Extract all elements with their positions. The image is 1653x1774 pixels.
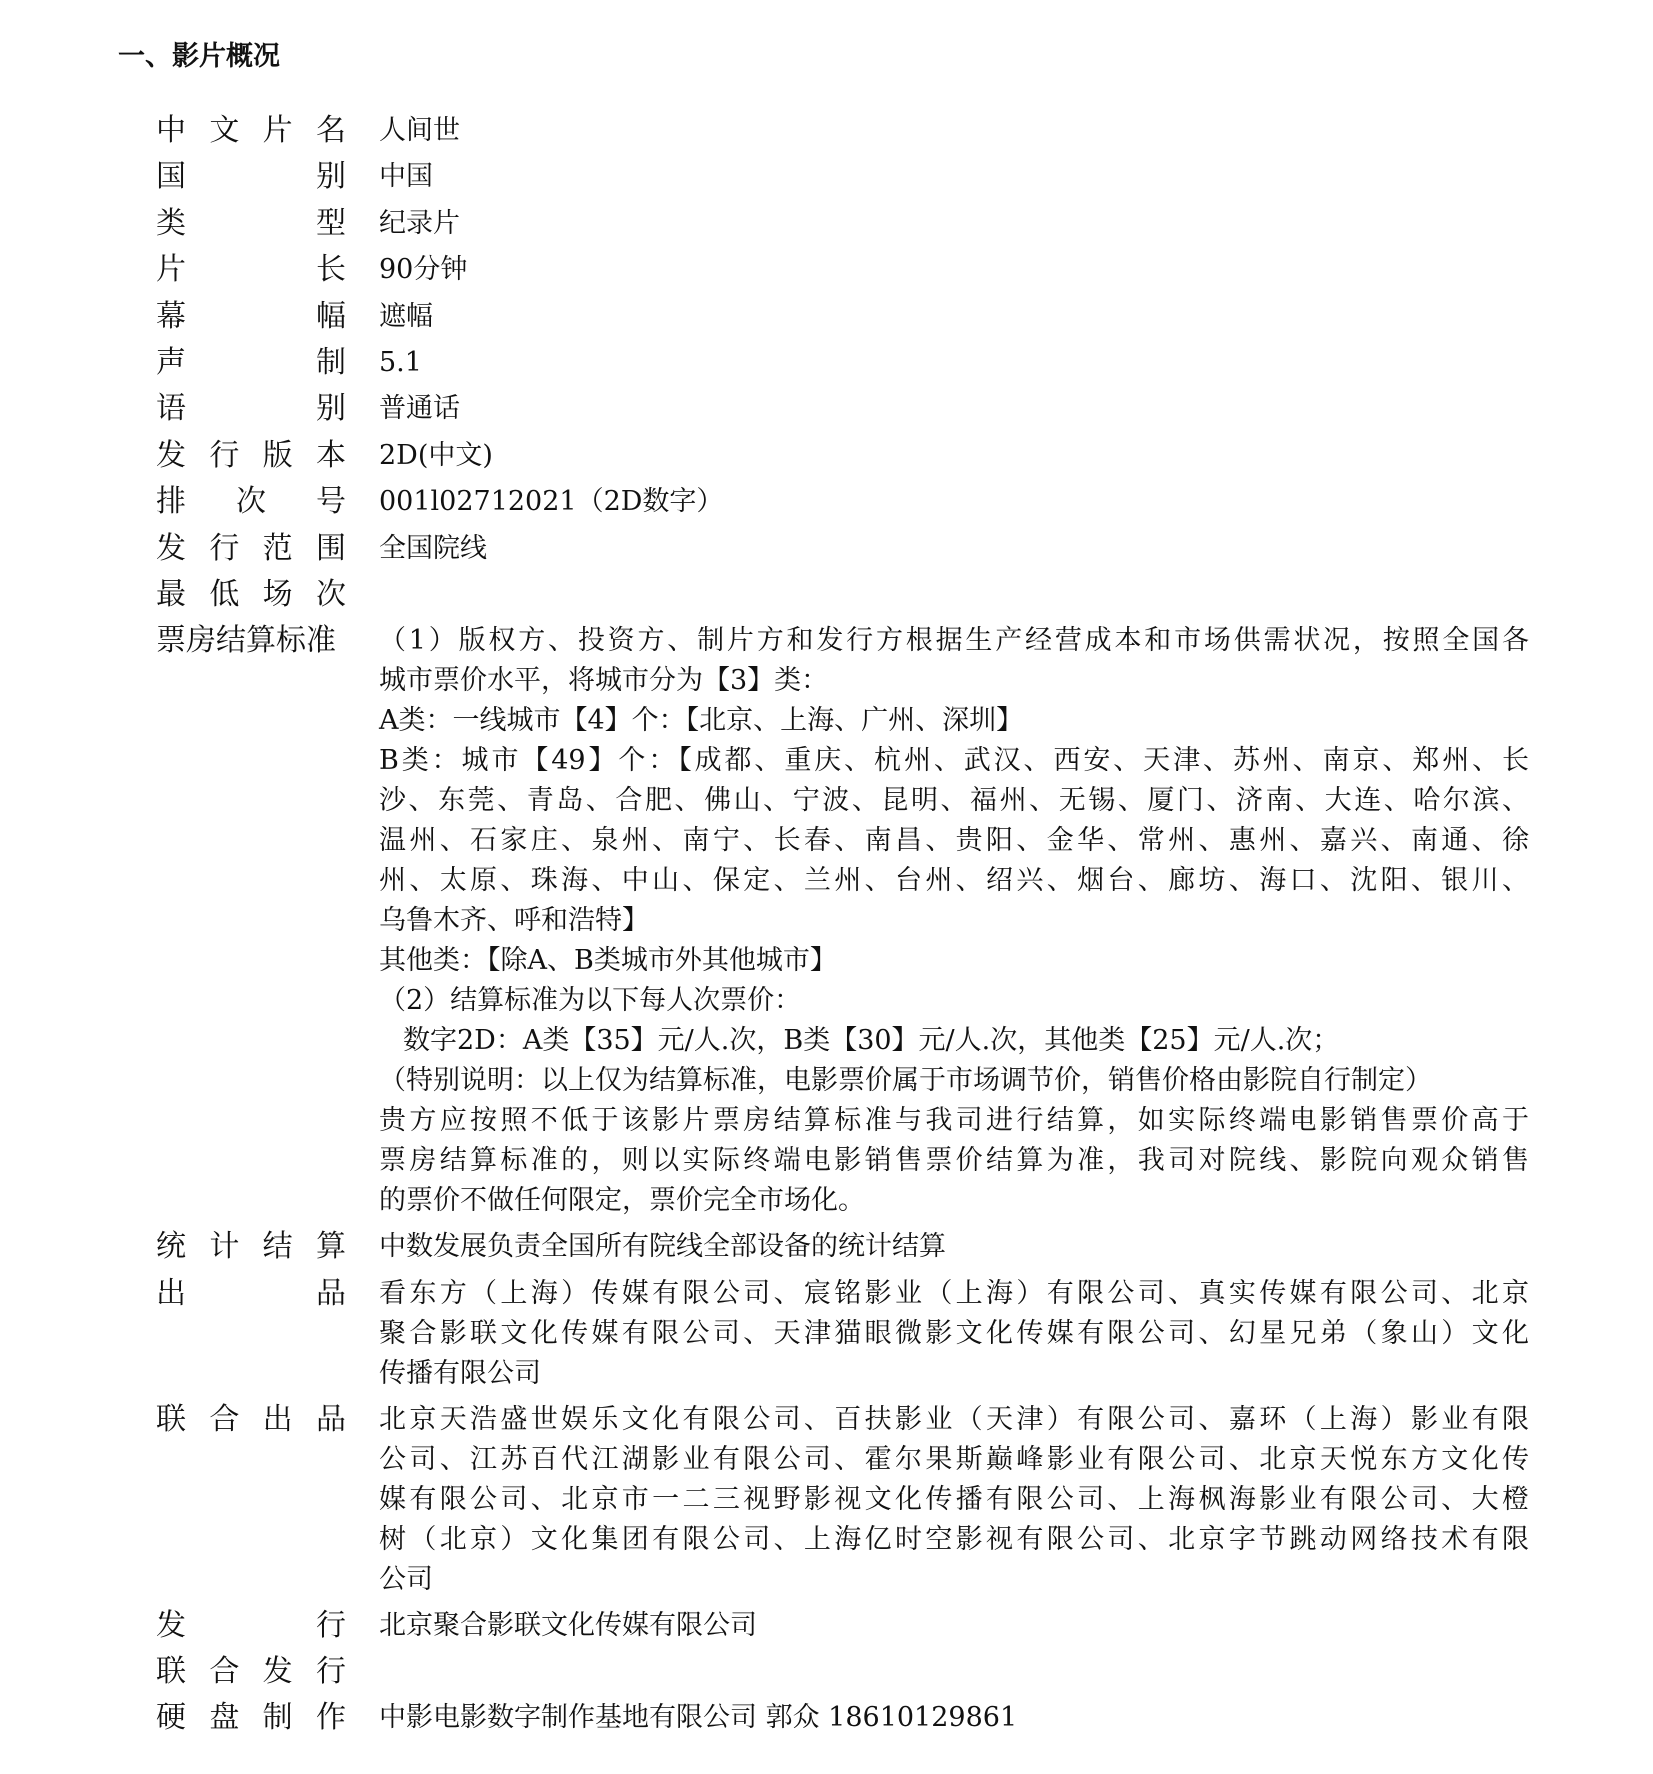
- value-settlement: [379, 618, 1529, 1224]
- row-length: [156, 247, 1536, 293]
- row-co-distributor: [156, 1649, 1536, 1695]
- value-genre: 纪录片: [379, 207, 460, 239]
- value-country: 中国: [379, 161, 433, 193]
- value-co-producer: [379, 1397, 1529, 1603]
- settlement-line: 乌鲁木齐、呼和浩特】: [379, 905, 649, 937]
- settlement-line: A类：一线城市【4】个：【北京、上海、广州、深圳】: [379, 705, 1024, 737]
- co-producer-line: 公司: [379, 1563, 433, 1595]
- label-title-cn: 中 文 片 名: [156, 113, 346, 148]
- row-schedule-no: [156, 479, 1536, 525]
- label-aspect: 幕 幅: [156, 298, 346, 334]
- co-producer-line: 树（北京）文化集团有限公司、上海亿时空影视有限公司、北京字节跳动网络技术有限: [379, 1523, 1529, 1555]
- value-aspect: 遮幅: [379, 300, 433, 332]
- value-min-shows: [379, 572, 1529, 618]
- value-scope: 全国院线: [379, 532, 487, 564]
- row-hdd: [156, 1695, 1536, 1741]
- label-genre: 类 型: [156, 205, 346, 241]
- label-hdd: 硬 盘 制 作: [156, 1700, 346, 1736]
- value-title-cn: 人间世: [379, 115, 460, 146]
- label-co-distributor: 联 合 发 行: [156, 1654, 346, 1690]
- settlement-line: 温州、石家庄、泉州、南宁、长春、南昌、贵阳、金华、常州、惠州、嘉兴、南通、徐: [379, 825, 1529, 857]
- label-settlement: 票房结算标准: [156, 623, 336, 659]
- settlement-line: 沙、东莞、青岛、合肥、佛山、宁波、昆明、福州、无锡、厦门、济南、大连、哈尔滨、: [379, 785, 1529, 817]
- row-co-producer: [156, 1397, 1536, 1603]
- label-length: 片 长: [156, 252, 346, 288]
- row-version: [156, 433, 1536, 479]
- value-version: 2D(中文): [379, 439, 493, 471]
- settlement-line: 贵方应按照不低于该影片票房结算标准与我司进行结算，如实际终端电影销售票价高于: [379, 1105, 1529, 1137]
- label-co-producer: 联 合 出 品: [156, 1401, 346, 1437]
- label-min-shows: 最 低 场 次: [156, 576, 346, 612]
- row-distributor: [156, 1603, 1536, 1649]
- label-distributor: 发 行: [156, 1607, 346, 1643]
- value-language: 普通话: [379, 393, 460, 425]
- label-scope: 发 行 范 围: [156, 530, 346, 566]
- section-title: 一、影片概况: [118, 41, 280, 72]
- row-language: [156, 386, 1536, 432]
- label-producer: 出 品: [156, 1275, 346, 1311]
- label-language: 语 别: [156, 391, 346, 427]
- label-schedule-no: 排 次 号: [156, 484, 346, 520]
- row-title-cn: [156, 108, 1536, 154]
- settlement-line: 的票价不做任何限定，票价完全市场化。: [379, 1185, 865, 1217]
- value-distributor: 北京聚合影联文化传媒有限公司: [379, 1609, 757, 1641]
- producer-line: 聚合影联文化传媒有限公司、天津猫眼微影文化传媒有限公司、幻星兄弟（象山）文化: [379, 1317, 1529, 1349]
- settlement-line: 其他类：【除A、B类城市外其他城市】: [379, 945, 837, 977]
- row-genre: [156, 201, 1536, 247]
- co-producer-line: 公司、江苏百代江湖影业有限公司、霍尔果斯巅峰影业有限公司、北京天悦东方文化传: [379, 1443, 1529, 1475]
- settlement-line: 数字2D：A类【35】元/人.次，B类【30】元/人.次，其他类【25】元/人.次；: [403, 1025, 1340, 1057]
- row-settlement: [156, 618, 1536, 1224]
- label-version: 发 行 版 本: [156, 437, 346, 473]
- value-length: 90分钟: [379, 254, 468, 286]
- label-stats: 统 计 结 算: [156, 1229, 346, 1265]
- settlement-line: 票房结算标准的，则以实际终端电影销售票价结算为准，我司对院线、影院向观众销售: [379, 1145, 1529, 1177]
- co-producer-line: 媒有限公司、北京市一二三视野影视文化传播有限公司、上海枫海影业有限公司、大橙: [379, 1483, 1529, 1515]
- row-aspect: [156, 294, 1536, 340]
- settlement-line: 州、太原、珠海、中山、保定、兰州、台州、绍兴、烟台、廊坊、海口、沈阳、银川、: [379, 865, 1529, 897]
- value-stats: 中数发展负责全国所有院线全部设备的统计结算: [379, 1231, 946, 1263]
- co-producer-line: 北京天浩盛世娱乐文化有限公司、百扶影业（天津）有限公司、嘉环（上海）影业有限: [379, 1403, 1529, 1435]
- settlement-line: （2）结算标准为以下每人次票价：: [379, 985, 802, 1017]
- producer-line: 看东方（上海）传媒有限公司、宸铭影业（上海）有限公司、真实传媒有限公司、北京: [379, 1277, 1529, 1309]
- row-country: [156, 154, 1536, 200]
- value-hdd: 中影电影数字制作基地有限公司 郭众 18610129861: [379, 1702, 1018, 1734]
- value-sound: 5.1: [379, 346, 422, 378]
- settlement-line: （1）版权方、投资方、制片方和发行方根据生产经营成本和市场供需状况，按照全国各: [379, 625, 1529, 657]
- value-producer: [379, 1271, 1529, 1397]
- settlement-line: B类：城市【49】个：【成都、重庆、杭州、武汉、西安、天津、苏州、南京、郑州、长: [379, 745, 1529, 777]
- label-sound: 声 制: [156, 344, 346, 380]
- row-producer: [156, 1271, 1536, 1397]
- row-min-shows: [156, 572, 1536, 618]
- row-scope: [156, 526, 1536, 572]
- label-country: 国 别: [156, 159, 346, 195]
- settlement-line: （特别说明：以上仅为结算标准，电影票价属于市场调节价，销售价格由影院自行制定）: [379, 1065, 1432, 1097]
- film-info-table: [156, 108, 1536, 1742]
- row-stats: [156, 1224, 1536, 1270]
- row-sound: [156, 340, 1536, 386]
- settlement-line: 城市票价水平，将城市分为【3】类：: [379, 665, 829, 697]
- producer-line: 传播有限公司: [379, 1357, 541, 1389]
- value-schedule-no: 001l02712021（2D数字）: [379, 486, 724, 518]
- value-co-distributor: [379, 1649, 1529, 1695]
